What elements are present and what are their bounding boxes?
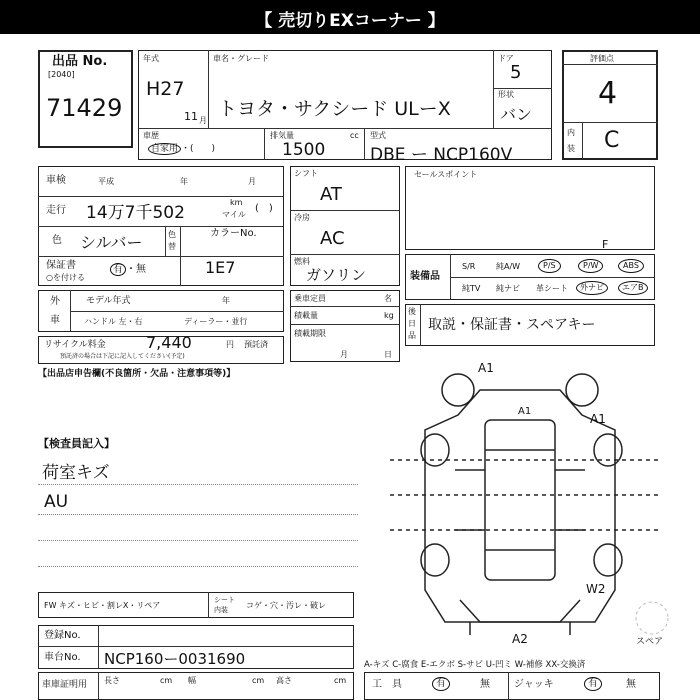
equip-sr: S/R xyxy=(462,262,476,271)
shape-label: 形状 xyxy=(498,90,514,99)
equip-pw: P/W xyxy=(578,259,603,273)
capacity-unit: 名 xyxy=(384,294,392,303)
color-no-label: カラーNo. xyxy=(210,228,257,239)
inspector-line1: 荷室キズ xyxy=(42,463,110,483)
displacement-value: 1500 xyxy=(282,140,326,160)
damage-mark-4: W2 xyxy=(586,582,606,596)
warranty-label: 保証書 xyxy=(46,260,76,271)
history-value xyxy=(148,143,215,155)
tools-none: 無 xyxy=(480,679,490,690)
jack-none: 無 xyxy=(626,679,636,690)
damage-mark-1: A1 xyxy=(478,361,494,375)
lot-sub: [2040] xyxy=(48,70,75,79)
mileage-paren: ( ) xyxy=(255,203,273,214)
inspector-label: 【検査員記入】 xyxy=(38,437,115,450)
mileage-value: 14万7千502 xyxy=(86,203,185,223)
seat-text: コゲ・穴・汚レ・破レ xyxy=(246,601,326,610)
doors-label: ドア xyxy=(498,54,514,63)
equipment-label: 装備品 xyxy=(410,271,440,282)
ac-value: AC xyxy=(320,228,345,249)
import-year: 年 xyxy=(222,296,230,305)
recycle-status: 預託済 xyxy=(244,340,268,349)
cert-unit-1: cm xyxy=(160,676,173,685)
tools-has: 有 xyxy=(432,677,450,691)
warranty-none: 無 xyxy=(136,264,146,275)
model-label: 型式 xyxy=(370,131,386,140)
sales-point-label: セールスポイント xyxy=(414,170,478,179)
ac-label: 冷房 xyxy=(294,213,310,222)
warranty-has: 有 xyxy=(110,263,126,276)
inspection-month: 月 xyxy=(248,177,256,186)
warranty-sub: ○を付ける xyxy=(46,273,85,282)
damage-mark-3: A1 xyxy=(590,412,606,426)
car-value: トヨタ・サクシード ULーX xyxy=(218,98,451,120)
fuel-value: ガソリン xyxy=(306,266,367,284)
mileage-label: 走行 xyxy=(46,205,66,216)
page-title: 【 売切りEXコーナー 】 xyxy=(255,11,445,31)
color-value: シルバー xyxy=(80,233,143,252)
score-label: 評価点 xyxy=(590,54,614,63)
damage-legend: A-キズ C-腐食 E-エクボ S-サビ U-凹ミ W-補修 XX-交換済 xyxy=(364,660,586,670)
shift-value: AT xyxy=(320,184,342,205)
jack-label: ジャッキ xyxy=(514,679,554,690)
recycle-unit: 円 xyxy=(226,340,234,349)
warranty-options xyxy=(110,264,146,276)
import-model-year: モデル年式 xyxy=(86,296,131,306)
deadline-label: 積載期限 xyxy=(294,329,326,338)
car-damage-diagram xyxy=(360,360,680,660)
displacement-unit: cc xyxy=(350,131,359,140)
chassis-value: NCP160ー0031690 xyxy=(104,650,246,668)
inspection-label: 車検 xyxy=(46,175,66,186)
color-side2: 替 xyxy=(168,242,176,251)
cert-height: 高さ xyxy=(276,676,292,685)
year-value: H27 xyxy=(146,78,185,100)
damage-mark-2: A1 xyxy=(518,406,532,417)
inspection-era: 平成 xyxy=(98,177,114,186)
rear-items-value: 取説・保証書・スペアキー xyxy=(428,317,596,333)
recycle-label: リサイクル料金 xyxy=(44,340,106,350)
car-label: 車名・グレード xyxy=(213,54,269,63)
fuel-label: 燃料 xyxy=(294,257,310,266)
recycle-value: 7,440 xyxy=(146,333,192,352)
rear-label-2: 日 xyxy=(408,319,416,328)
doors-value: 5 xyxy=(510,62,522,83)
history-label: 車歴 xyxy=(143,131,159,140)
jack-has: 有 xyxy=(584,677,602,691)
fw-text: FW キズ・ヒビ・割レX・リペア xyxy=(44,601,161,610)
deadline-month: 月 xyxy=(340,350,348,359)
inspector-line2: AU xyxy=(44,492,69,512)
shape-value: バン xyxy=(500,105,533,124)
cert-unit-3: cm xyxy=(334,676,347,685)
color-label: 色 xyxy=(52,235,62,246)
load-label: 積載量 xyxy=(294,311,318,320)
equip-abs: ABS xyxy=(618,259,644,273)
warranty-sep: ・ xyxy=(126,264,136,275)
history-paren: ・( ) xyxy=(181,144,216,154)
mileage-km: km xyxy=(230,198,243,207)
capacity-label: 乗車定員 xyxy=(294,294,326,303)
chassis-label: 車台No. xyxy=(44,652,81,663)
load-unit: kg xyxy=(384,311,394,320)
lot-number: 71429 xyxy=(46,94,123,122)
history-circled: 自家用 xyxy=(148,143,181,155)
cert-unit-2: cm xyxy=(252,676,265,685)
import-label-1: 外 xyxy=(50,296,60,307)
registration-label: 登録No. xyxy=(44,630,81,641)
tools-label: 工具 xyxy=(372,679,412,690)
interior-label-2: 装 xyxy=(567,144,575,153)
year-month: 11 xyxy=(184,110,198,123)
cert-width: 幅 xyxy=(188,676,196,685)
spare-label: スペア xyxy=(636,637,664,647)
seller-notes-label: 【出品店申告欄(不良箇所・欠品・注意事項等)】 xyxy=(38,369,236,379)
year-label: 年式 xyxy=(143,54,159,63)
score-value: 4 xyxy=(598,76,618,111)
equip-ps: P/S xyxy=(538,259,561,273)
import-dealer: ディーラー・並行 xyxy=(184,317,248,326)
import-handle: ハンドル 左・右 xyxy=(84,317,143,326)
equip-leather: 革シート xyxy=(536,284,568,293)
displacement-label: 排気量 xyxy=(270,131,294,140)
damage-mark-5: A2 xyxy=(512,632,528,646)
equip-airbag: エアB xyxy=(618,281,648,295)
equip-ext-navi: 外ナビ xyxy=(576,281,608,295)
equip-navi: 純ナビ xyxy=(496,284,520,293)
equip-aw: 純A/W xyxy=(496,262,521,271)
equip-note: F xyxy=(602,238,609,251)
seat-label-2: 内装 xyxy=(214,606,228,614)
deadline-day: 日 xyxy=(384,350,392,359)
cert-length: 長さ xyxy=(104,676,120,685)
rear-label-3: 品 xyxy=(408,331,416,340)
year-month-suffix: 月 xyxy=(199,116,207,125)
mileage-mile: マイル xyxy=(222,210,246,219)
recycle-note: 預託済の場合は下記に記入してください(予定) xyxy=(60,353,185,360)
seat-label-1: シート xyxy=(214,596,235,604)
equip-tv: 純TV xyxy=(462,284,481,293)
interior-value: C xyxy=(604,128,620,153)
lot-label: 出品 No. xyxy=(52,54,108,69)
cert-label: 車庫証明用 xyxy=(42,680,88,690)
color-no-value: 1E7 xyxy=(205,258,236,277)
model-value: DBE ー NCP160V xyxy=(370,145,513,165)
shift-label: シフト xyxy=(294,169,318,178)
inspection-year: 年 xyxy=(180,177,188,186)
interior-label-1: 内 xyxy=(567,128,575,137)
import-label-2: 車 xyxy=(50,315,60,326)
color-side1: 色 xyxy=(168,230,176,239)
rear-label-1: 後 xyxy=(408,307,416,316)
